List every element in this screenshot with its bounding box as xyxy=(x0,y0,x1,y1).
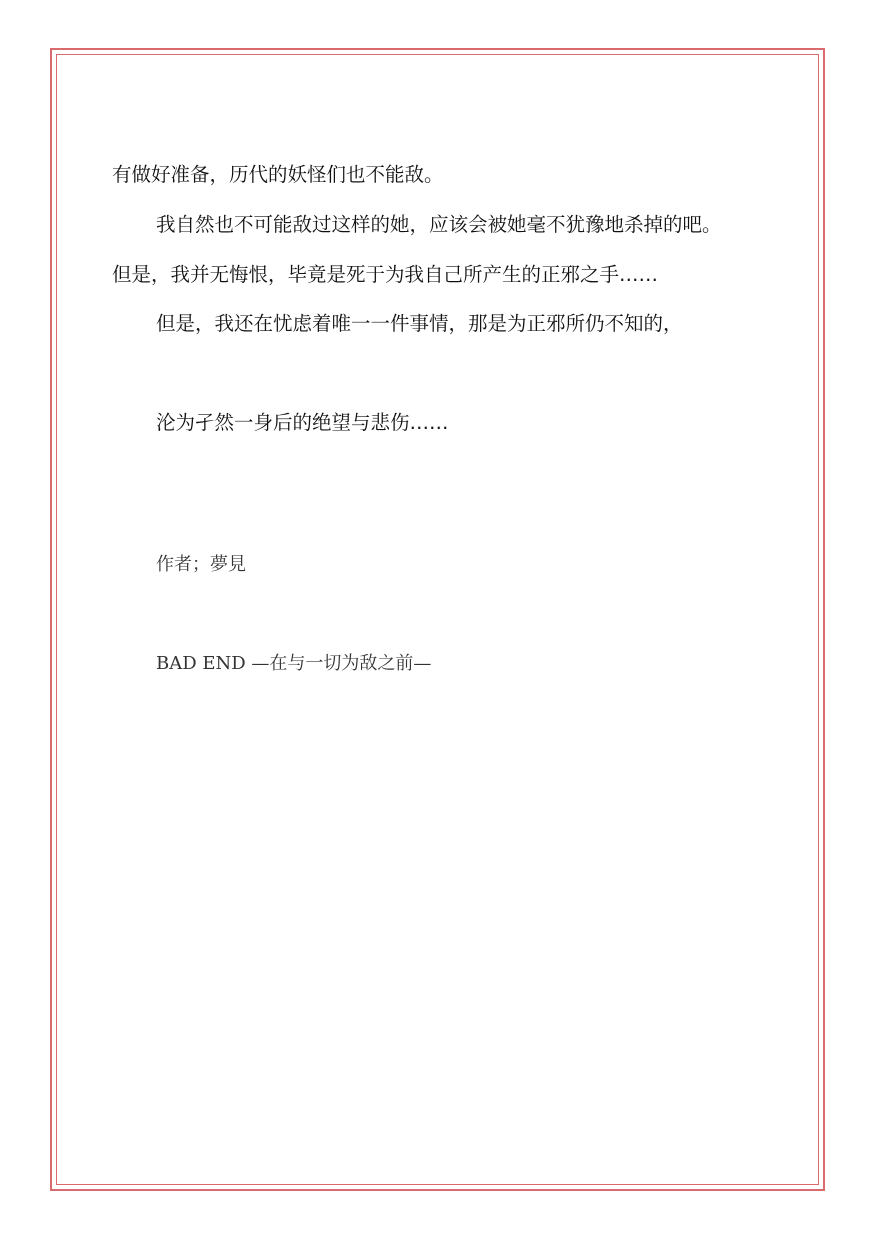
author-credit: 作者；夢見 xyxy=(156,554,246,575)
paragraph-1: 有做好准备，历代的妖怪们也不能敌。 xyxy=(112,163,444,186)
ending-title: BAD END —在与一切为敌之前— xyxy=(156,653,432,674)
paragraph-3: 但是，我并无悔恨，毕竟是死于为我自己所产生的正邪之手…… xyxy=(112,263,659,286)
paragraph-4: 但是，我还在忧虑着唯一一件事情，那是为正邪所仍不知的， xyxy=(156,312,683,335)
paragraph-2: 我自然也不可能敌过这样的她，应该会被她毫不犹豫地杀掉的吧。 xyxy=(156,213,722,236)
paragraph-5: 沦为孑然一身后的绝望与悲伤…… xyxy=(156,411,449,434)
